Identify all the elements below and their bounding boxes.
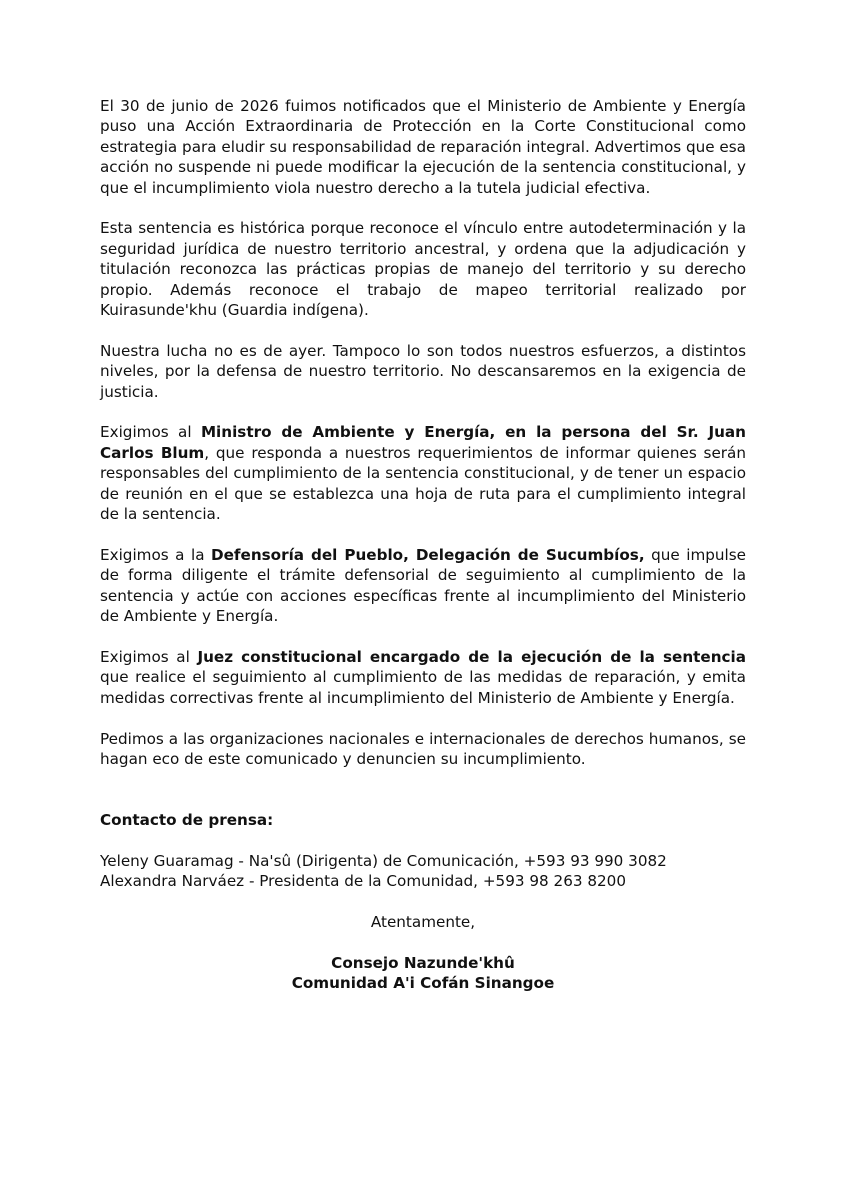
paragraph-demand-defensoria — [100, 545, 746, 627]
signature-line-community: Comunidad A'i Cofán Sinangoe — [291, 974, 555, 993]
paragraph-demand-ministry-bold: Ministro de Ambiente y Energía, en la persona del Sr. Juan Carlos Blum — [100, 423, 746, 462]
signature-block — [100, 953, 746, 994]
paragraph-sentence-historic: Esta sentencia es histórica porque reconoce el vínculo entre autodeterminación y la seguridad jurídica de nuestro territorio ancestral, y ordena que la adjudicación y titulación reconozca las prácticas propias de manejo del territorio y su derecho propio. Además reconoce el trabajo de mapeo territorial realizado por Kuirasunde'khu (Guardia indígena). — [100, 219, 746, 320]
contact-line: Yeleny Guaramag - Na'sû (Dirigenta) de Comunicación, +593 93 990 3082 — [100, 851, 667, 870]
paragraph-demand-defensoria-bold: Defensoría del Pueblo, Delegación de Sucumbíos, — [211, 545, 645, 564]
paragraph-demand-defensoria-pre: Exigimos a la — [100, 545, 211, 564]
paragraph-request-organizations: Pedimos a las organizaciones nacionales e internacionales de derechos humanos, se hagan eco de este comunicado y denuncien su incumplimiento. — [100, 729, 746, 768]
paragraph-demand-judge-post: que realice el seguimiento al cumplimiento de las medidas de reparación, y emita medidas correctivas frente al incumplimiento del Ministerio de Ambiente y Energía. — [100, 668, 746, 707]
paragraph-demand-judge-bold: Juez constitucional encargado de la ejecución de la sentencia — [197, 647, 746, 666]
contact-line: Alexandra Narváez - Presidenta de la Comunidad, +593 98 263 8200 — [100, 872, 626, 891]
signature-line-council: Consejo Nazunde'khû — [331, 953, 515, 972]
paragraph-demand-judge — [100, 647, 746, 708]
closing-salutation: Atentamente, — [370, 913, 476, 932]
contact-list — [100, 851, 746, 892]
contact-heading: Contacto de prensa: — [100, 811, 274, 830]
paragraph-struggle: Nuestra lucha no es de ayer. Tampoco lo son todos nuestros esfuerzos, a distintos niveles, por la defensa de nuestro territorio. No descansaremos en la exigencia de justicia. — [100, 341, 746, 401]
document-page — [100, 96, 746, 994]
paragraph-demand-ministry — [100, 422, 746, 524]
paragraph-demand-defensoria-post: que impulse de forma diligente el trámite defensorial de seguimiento al cumplimiento de la sentencia y actúe con acciones específicas frente al incumplimiento del Ministerio de Ambiente y Energía. — [100, 545, 746, 626]
paragraph-notification: El 30 de junio de 2026 fuimos notificados que el Ministerio de Ambiente y Energía puso una Acción Extraordinaria de Protección en la Corte Constitucional como estrategia para eludir su responsabilidad de reparación integral. Advertimos que esa acción no suspende ni puede modificar la ejecución de la sentencia constitucional, y que el incumplimiento viola nuestro derecho a la tutela judicial efectiva. — [100, 97, 746, 197]
paragraph-demand-judge-pre: Exigimos al — [100, 647, 198, 666]
paragraph-demand-ministry-post: , que responda a nuestros requerimientos de informar quienes serán responsables del cumplimiento de la sentencia constitucional, y de tener un espacio de reunión en el que se establezca una hoja de ruta para el cumplimiento integral de la sentencia. — [100, 443, 746, 524]
paragraph-demand-ministry-pre: Exigimos al — [100, 423, 201, 442]
